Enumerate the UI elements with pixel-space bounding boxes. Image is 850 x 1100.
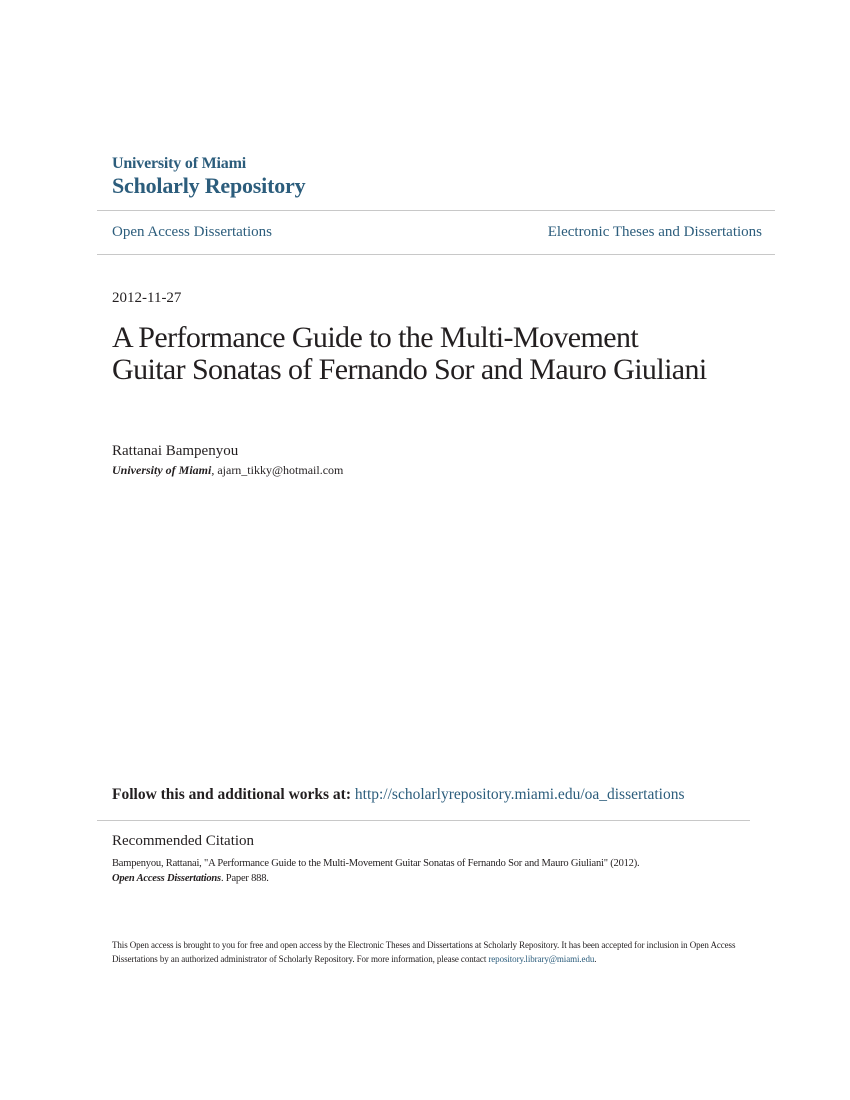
citation-body: Bampenyou, Rattanai, "A Performance Guide to the Multi-Movement Guitar Sonatas of Fernando Sor and Mauro Giuliani" (2012). xyxy=(112,858,640,869)
access-notice xyxy=(112,938,760,966)
contact-email-link[interactable]: repository.library@miami.edu xyxy=(488,954,595,964)
author-name: Rattanai Bampenyou xyxy=(112,443,239,459)
top-divider xyxy=(97,210,775,211)
paper-title: A Performance Guide to the Multi-Movement Guitar Sonatas of Fernando Sor and Mauro Giuliani xyxy=(112,321,707,386)
citation-heading: Recommended Citation xyxy=(112,833,255,849)
follow-line xyxy=(112,786,685,804)
citation-paper-number: . Paper 888. xyxy=(220,873,269,884)
logo-institution: University of Miami xyxy=(112,155,246,172)
affiliation-email: , ajarn_tikky@hotmail.com xyxy=(211,463,344,477)
open-access-dissertations-link[interactable]: Open Access Dissertations xyxy=(112,224,272,240)
electronic-theses-link[interactable]: Electronic Theses and Dissertations xyxy=(547,224,762,240)
follow-divider xyxy=(97,820,750,821)
notice-text: This Open access is brought to you for free and open access by the Electronic Theses and Dissertations at Scholarly Repository. It has been accepted for inclusion in Open Access Dissertations by an authorized administrator of Scholarly Repository. For more information, please contact xyxy=(112,940,736,964)
collection-url-link[interactable]: http://scholarlyrepository.miami.edu/oa_dissertations xyxy=(354,786,685,803)
citation-text xyxy=(112,856,752,886)
follow-prefix: Follow this and additional works at: xyxy=(112,786,355,803)
logo-repository: Scholarly Repository xyxy=(112,173,306,198)
publication-date: 2012-11-27 xyxy=(112,290,182,306)
citation-series: Open Access Dissertations xyxy=(112,873,221,884)
author-affiliation xyxy=(112,463,343,478)
notice-end: . xyxy=(594,954,597,964)
affiliation-institution: University of Miami xyxy=(112,463,212,477)
nav-divider xyxy=(97,254,775,255)
